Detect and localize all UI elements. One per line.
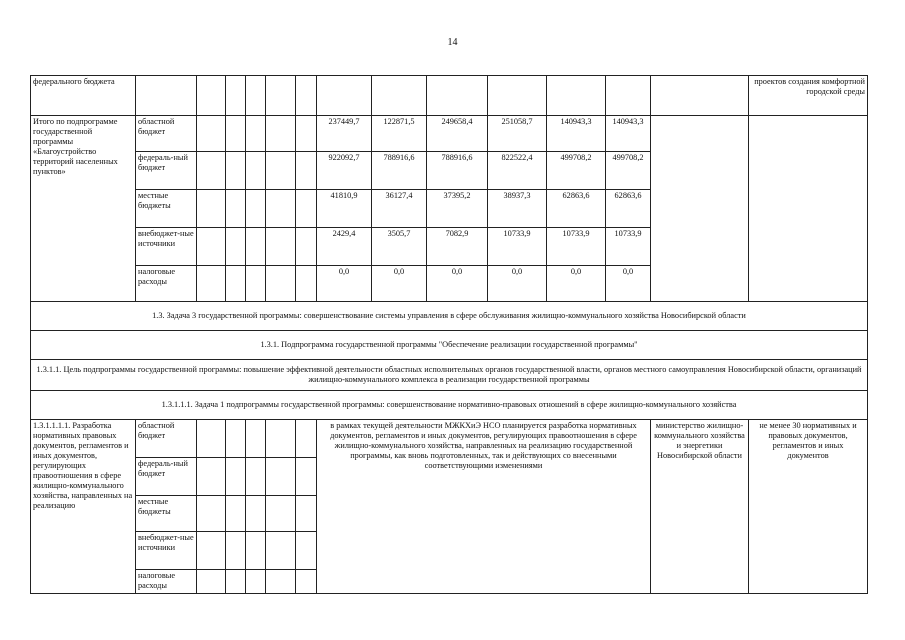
value-cell: 140943,3 bbox=[606, 116, 651, 152]
total-name: Итого по подпрограмме государственной программы «Благоустройство территорий населенных пунктов» bbox=[31, 116, 136, 302]
funding-source: налоговые расходы bbox=[136, 570, 197, 594]
value-cell: 0,0 bbox=[547, 266, 606, 302]
section-row bbox=[31, 391, 868, 420]
value-cell: 62863,6 bbox=[547, 190, 606, 228]
value-cell: 41810,9 bbox=[317, 190, 372, 228]
funding-source: местные бюджеты bbox=[136, 190, 197, 228]
value-cell: 36127,4 bbox=[372, 190, 427, 228]
section-heading: 1.3.1.1. Цель подпрограммы государственной программы: повышение эффективной деятельности областных исполнительных органов государственной власти, органов местного самоуправления Новосибирской области, организаций жилищно-коммунального комплекса в реализации государственной программы bbox=[31, 360, 868, 391]
value-cell: 7082,9 bbox=[427, 228, 488, 266]
funding-source: внебюджет-ные источники bbox=[136, 228, 197, 266]
section-row bbox=[31, 360, 868, 391]
section-heading: 1.3. Задача 3 государственной программы: совершенствование системы управления в сфере обслуживания жилищно-коммунального хозяйства Новосибирской области bbox=[31, 302, 868, 331]
value-cell: 249658,4 bbox=[427, 116, 488, 152]
value-cell: 10733,9 bbox=[547, 228, 606, 266]
value-cell: 499708,2 bbox=[606, 152, 651, 190]
table-row bbox=[31, 116, 868, 152]
section-heading: 1.3.1.1.1. Задача 1 подпрограммы государственной программы: совершенствование нормативно-правовых отношений в сфере жилищно-коммунального хозяйства bbox=[31, 391, 868, 420]
row-name: федерального бюджета bbox=[31, 76, 136, 116]
value-cell: 10733,9 bbox=[488, 228, 547, 266]
value-cell: 140943,3 bbox=[547, 116, 606, 152]
value-cell: 0,0 bbox=[488, 266, 547, 302]
table-row bbox=[31, 76, 868, 116]
value-cell: 2429,4 bbox=[317, 228, 372, 266]
value-cell: 0,0 bbox=[317, 266, 372, 302]
table-row bbox=[31, 420, 868, 458]
value-cell: 37395,2 bbox=[427, 190, 488, 228]
value-cell: 0,0 bbox=[427, 266, 488, 302]
activity-result: не менее 30 нормативных и правовых документов, регламентов и иных документов bbox=[749, 420, 868, 594]
section-heading: 1.3.1. Подпрограмма государственной программы "Обеспечение реализации государственной программы" bbox=[31, 331, 868, 360]
funding-source: федераль-ный бюджет bbox=[136, 152, 197, 190]
value-cell: 0,0 bbox=[372, 266, 427, 302]
funding-source: федераль-ный бюджет bbox=[136, 458, 197, 496]
program-table bbox=[30, 75, 868, 594]
funding-source: внебюджет-ные источники bbox=[136, 532, 197, 570]
value-cell: 822522,4 bbox=[488, 152, 547, 190]
funding-source: местные бюджеты bbox=[136, 496, 197, 532]
value-cell: 38937,3 bbox=[488, 190, 547, 228]
section-row bbox=[31, 331, 868, 360]
value-cell: 122871,5 bbox=[372, 116, 427, 152]
funding-source: областной бюджет bbox=[136, 420, 197, 458]
section-row bbox=[31, 302, 868, 331]
value-cell: 922092,7 bbox=[317, 152, 372, 190]
funding-source: налоговые расходы bbox=[136, 266, 197, 302]
funding-source: областной бюджет bbox=[136, 116, 197, 152]
value-cell: 62863,6 bbox=[606, 190, 651, 228]
value-cell: 237449,7 bbox=[317, 116, 372, 152]
value-cell: 0,0 bbox=[606, 266, 651, 302]
value-cell: 788916,6 bbox=[427, 152, 488, 190]
value-cell: 251058,7 bbox=[488, 116, 547, 152]
activity-executor: министерство жилищно-коммунального хозяйства и энергетики Новосибирской области bbox=[651, 420, 749, 594]
value-cell: 499708,2 bbox=[547, 152, 606, 190]
activity-name: 1.3.1.1.1.1. Разработка нормативных правовых документов, регламентов и иных документов, регулирующих правоотношения в сфере жилищно-коммунального хозяйства, направленных на реализацию bbox=[31, 420, 136, 594]
activity-description: в рамках текущей деятельности МЖКХиЭ НСО планируется разработка нормативных документов, регламентов и иных документов, регулирующих правоотношения в сфере жилищно-коммунального хозяйства, направленных на реализацию государственной программы, как вновь подготовленных, так и действующих со внесенными соответствующими изменениями bbox=[317, 420, 651, 594]
row-result: проектов создания комфортной городской среды bbox=[749, 76, 868, 116]
page-number: 14 bbox=[447, 37, 458, 48]
value-cell: 3505,7 bbox=[372, 228, 427, 266]
value-cell: 788916,6 bbox=[372, 152, 427, 190]
value-cell: 10733,9 bbox=[606, 228, 651, 266]
